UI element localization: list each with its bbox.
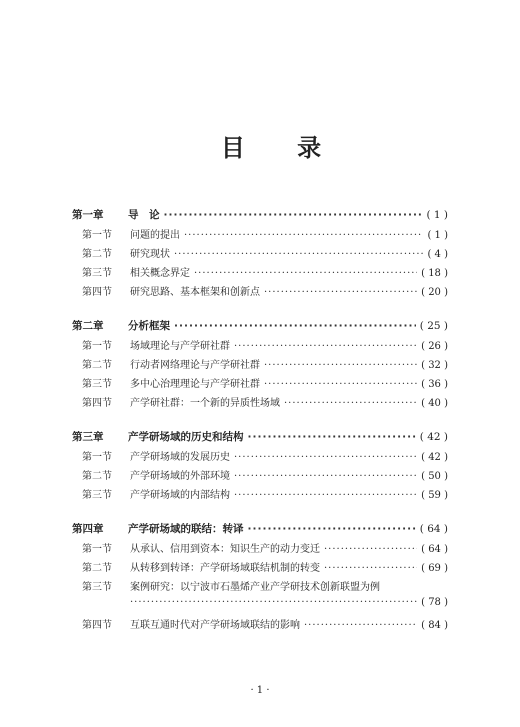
page-footer-number: · 1 · bbox=[250, 685, 270, 696]
toc-section-row[interactable] bbox=[72, 375, 448, 394]
leader-dots bbox=[264, 287, 417, 298]
page-number: ( 25 ) bbox=[419, 320, 448, 332]
leader-dots bbox=[248, 523, 416, 535]
leader-dots bbox=[234, 341, 417, 352]
leader-dots bbox=[248, 431, 416, 443]
page-number: ( 59 ) bbox=[421, 490, 448, 501]
leader-dots bbox=[234, 490, 417, 501]
page-number: ( 50 ) bbox=[421, 471, 448, 482]
page-number: ( 32 ) bbox=[421, 360, 448, 371]
leader-dots bbox=[174, 249, 423, 260]
section-number: 第三节 bbox=[82, 490, 112, 501]
toc-section-row[interactable] bbox=[72, 394, 448, 413]
section-number: 第三节 bbox=[82, 582, 112, 593]
chapter-number: 第三章 bbox=[72, 431, 104, 443]
toc-section-row[interactable] bbox=[72, 226, 448, 245]
page-number: ( 4 ) bbox=[427, 249, 448, 260]
chapter-title: 产学研场域的历史和结构 bbox=[128, 431, 244, 443]
section-title: 案例研究：以宁波市石墨烯产业产学研技术创新联盟为例 bbox=[130, 582, 380, 593]
section-title: 相关概念界定 bbox=[130, 268, 190, 279]
toc-chapter-1 bbox=[72, 207, 448, 302]
page-number: ( 64 ) bbox=[421, 544, 448, 555]
toc-section-row[interactable] bbox=[72, 467, 448, 486]
toc-section-row[interactable] bbox=[72, 283, 448, 302]
section-number: 第一节 bbox=[82, 452, 112, 463]
page-number: ( 1 ) bbox=[426, 209, 448, 221]
page-number: ( 40 ) bbox=[421, 398, 448, 409]
toc-section-row[interactable] bbox=[72, 356, 448, 375]
section-title: 互联互通时代对产学研场域联结的影响 bbox=[130, 620, 300, 631]
section-number: 第三节 bbox=[82, 379, 112, 390]
section-number: 第二节 bbox=[82, 360, 112, 371]
toc-section-row[interactable] bbox=[72, 448, 448, 467]
section-number: 第二节 bbox=[82, 249, 112, 260]
leader-dots bbox=[164, 209, 423, 221]
section-title: 研究思路、基本框架和创新点 bbox=[130, 287, 260, 298]
leader-dots bbox=[264, 360, 417, 371]
page-number: ( 69 ) bbox=[421, 563, 448, 574]
toc-chapter-row[interactable] bbox=[72, 429, 448, 448]
toc-section-continuation[interactable] bbox=[72, 597, 448, 616]
toc-section-row[interactable] bbox=[72, 616, 448, 635]
toc-section-row[interactable] bbox=[72, 540, 448, 559]
section-number: 第二节 bbox=[82, 563, 112, 574]
toc-section-row[interactable] bbox=[72, 245, 448, 264]
toc-section-row[interactable] bbox=[72, 578, 448, 597]
chapter-title: 分析框架 bbox=[128, 320, 170, 332]
section-title: 从承认、信用到资本：知识生产的动力变迁 bbox=[130, 544, 320, 555]
page-number: ( 20 ) bbox=[421, 287, 448, 298]
leader-dots bbox=[184, 230, 423, 241]
chapter-number: 第一章 bbox=[72, 209, 104, 221]
toc-section-row[interactable] bbox=[72, 264, 448, 283]
section-number: 第三节 bbox=[82, 268, 112, 279]
leader-dots bbox=[324, 544, 417, 555]
toc-section-row[interactable] bbox=[72, 486, 448, 505]
toc-chapter-4 bbox=[72, 521, 448, 635]
page-number: ( 42 ) bbox=[419, 431, 448, 443]
chapter-title: 导 论 bbox=[128, 209, 160, 221]
leader-dots bbox=[174, 320, 416, 332]
chapter-number: 第四章 bbox=[72, 523, 104, 535]
leader-dots bbox=[194, 268, 417, 279]
page-number: ( 18 ) bbox=[421, 268, 448, 279]
page-number: ( 84 ) bbox=[421, 620, 448, 631]
section-number: 第一节 bbox=[82, 230, 112, 241]
leader-dots bbox=[264, 379, 417, 390]
toc-section-row[interactable] bbox=[72, 337, 448, 356]
chapter-title: 产学研场域的联结：转译 bbox=[128, 523, 244, 535]
section-title: 产学研场域的内部结构 bbox=[130, 490, 230, 501]
page-number: ( 36 ) bbox=[421, 379, 448, 390]
page-number: ( 42 ) bbox=[421, 452, 448, 463]
section-title: 多中心治理理论与产学研社群 bbox=[130, 379, 260, 390]
section-number: 第二节 bbox=[82, 471, 112, 482]
section-title: 研究现状 bbox=[130, 249, 170, 260]
leader-dots bbox=[324, 563, 417, 574]
leader-dots bbox=[234, 471, 417, 482]
page-title: 目 录 bbox=[220, 134, 344, 162]
section-title: 产学研场域的发展历史 bbox=[130, 452, 230, 463]
section-title: 从转移到转译：产学研场域联结机制的转变 bbox=[130, 563, 320, 574]
toc-chapter-row[interactable] bbox=[72, 318, 448, 337]
leader-dots bbox=[234, 452, 417, 463]
section-number: 第四节 bbox=[82, 287, 112, 298]
toc-section-row[interactable] bbox=[72, 559, 448, 578]
section-title: 产学研场域的外部环境 bbox=[130, 471, 230, 482]
page-number: ( 1 ) bbox=[427, 230, 448, 241]
toc-chapter-2 bbox=[72, 318, 448, 413]
toc-chapter-row[interactable] bbox=[72, 207, 448, 226]
section-title: 产学研社群：一个新的异质性场域 bbox=[130, 398, 280, 409]
page-number: ( 26 ) bbox=[421, 341, 448, 352]
leader-dots bbox=[304, 620, 417, 631]
chapter-number: 第二章 bbox=[72, 320, 104, 332]
section-number: 第一节 bbox=[82, 341, 112, 352]
section-title: 行动者网络理论与产学研社群 bbox=[130, 360, 260, 371]
toc-chapter-3 bbox=[72, 429, 448, 505]
leader-dots bbox=[284, 398, 417, 409]
section-title: 问题的提出 bbox=[130, 230, 180, 241]
leader-dots bbox=[130, 597, 417, 608]
section-number: 第四节 bbox=[82, 398, 112, 409]
page-number: ( 64 ) bbox=[419, 523, 448, 535]
toc-chapter-row[interactable] bbox=[72, 521, 448, 540]
section-number: 第一节 bbox=[82, 544, 112, 555]
page-number: ( 78 ) bbox=[421, 597, 448, 608]
section-number: 第四节 bbox=[82, 620, 112, 631]
section-title: 场域理论与产学研社群 bbox=[130, 341, 230, 352]
